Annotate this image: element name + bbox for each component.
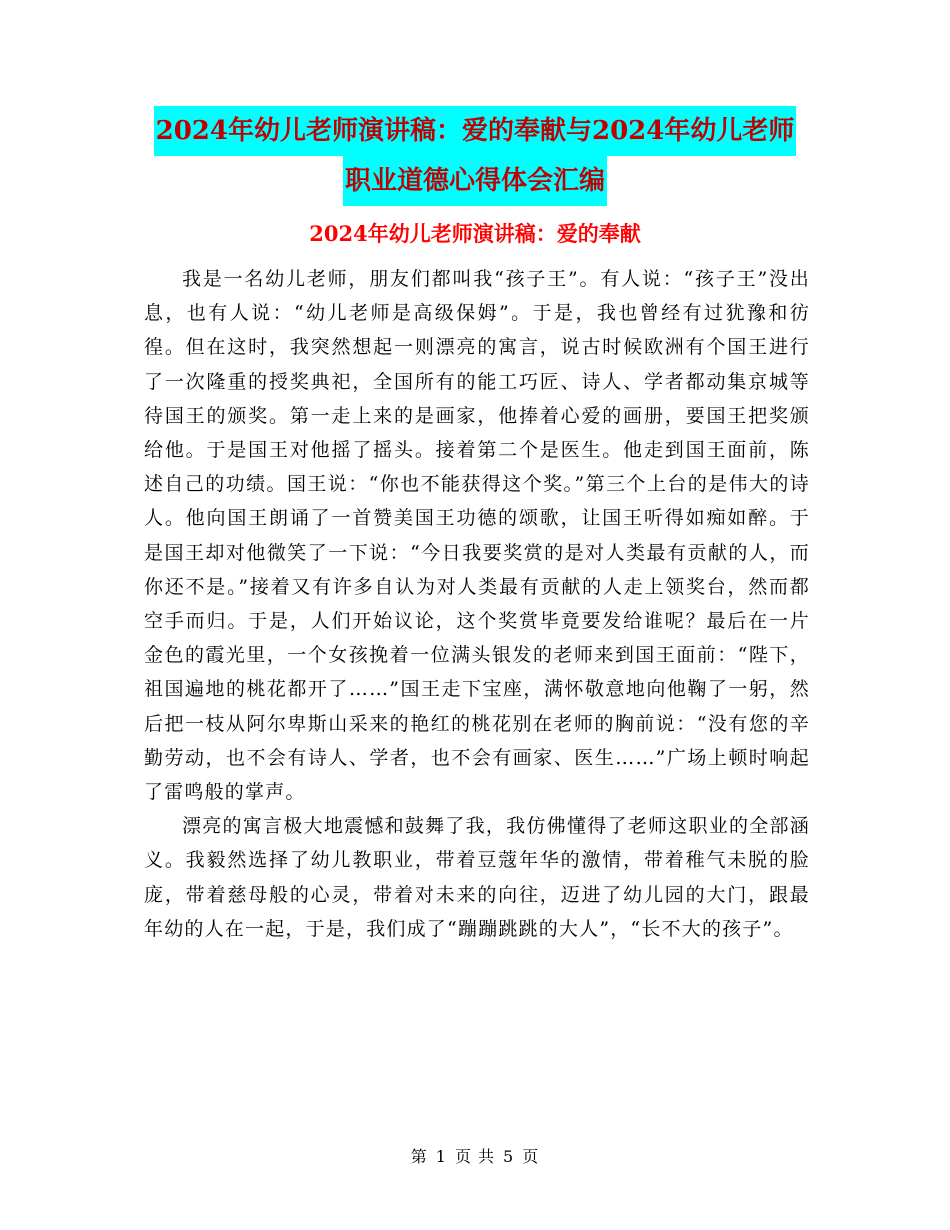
footer-page-number: 1: [435, 1147, 447, 1166]
footer-middle: 页 共: [454, 1147, 496, 1166]
document-title: [0, 106, 950, 206]
footer-total-pages: 5: [503, 1147, 515, 1166]
title-line-1: 2024年幼儿老师演讲稿：爱的奉献与2024年幼儿老师: [154, 106, 797, 156]
footer-suffix: 页: [522, 1147, 540, 1166]
section-title: 2024年幼儿老师演讲稿：爱的奉献: [309, 221, 641, 246]
paragraph: 漂亮的寓言极大地震憾和鼓舞了我，我仿佛懂得了老师这职业的全部涵义。我毅然选择了幼儿教职业，带着豆蔻年华的激情，带着稚气未脱的脸庞，带着慈母般的心灵，带着对未来的向往，迈进了幼儿园的大门，跟最年幼的人在一起，于是，我们成了“蹦蹦跳跳的大人”，“长不大的孩子”。: [144, 815, 810, 940]
footer-prefix: 第: [410, 1147, 428, 1166]
body-text: [144, 262, 810, 946]
title-line-2: 职业道德心得体会汇编: [343, 156, 607, 206]
paragraph: 我是一名幼儿老师，朋友们都叫我“孩子王”。有人说：“孩子王”没出息，也有人说：“幼儿老师是高级保姆”。于是，我也曾经有过犹豫和彷徨。但在这时，我突然想起一则漂亮的寓言，说古时候欧洲有个国王进行了一次隆重的授奖典祀，全国所有的能工巧匠、诗人、学者都动集京城等待国王的颁奖。第一走上来的是画家，他捧着心爱的画册，要国王把奖颁给他。于是国王对他摇了摇头。接着第二个是医生。他走到国王面前，陈述自己的功绩。国王说：“你也不能获得这个奖。”第三个上台的是伟大的诗人。他向国王朗诵了一首赞美国王功德的颂歌，让国王听得如痴如醉。于是国王却对他微笑了一下说：“今日我要奖赏的是对人类最有贡献的人，而你还不是。”接着又有许多自认为对人类最有贡献的人走上领奖台，然而都空手而归。于是，人们开始议论，这个奖赏毕竟要发给谁呢？最后在一片金色的霞光里，一个女孩挽着一位满头银发的老师来到国王面前：“陛下，祖国遍地的桃花都开了……”国王走下宝座，满怀敬意地向他鞠了一躬，然后把一枝从阿尔卑斯山采来的艳红的桃花别在老师的胸前说：“没有您的辛勤劳动，也不会有诗人、学者，也不会有画家、医生……”广场上顿时响起了雷鸣般的掌声。: [144, 268, 810, 804]
page-footer: [0, 1145, 950, 1169]
